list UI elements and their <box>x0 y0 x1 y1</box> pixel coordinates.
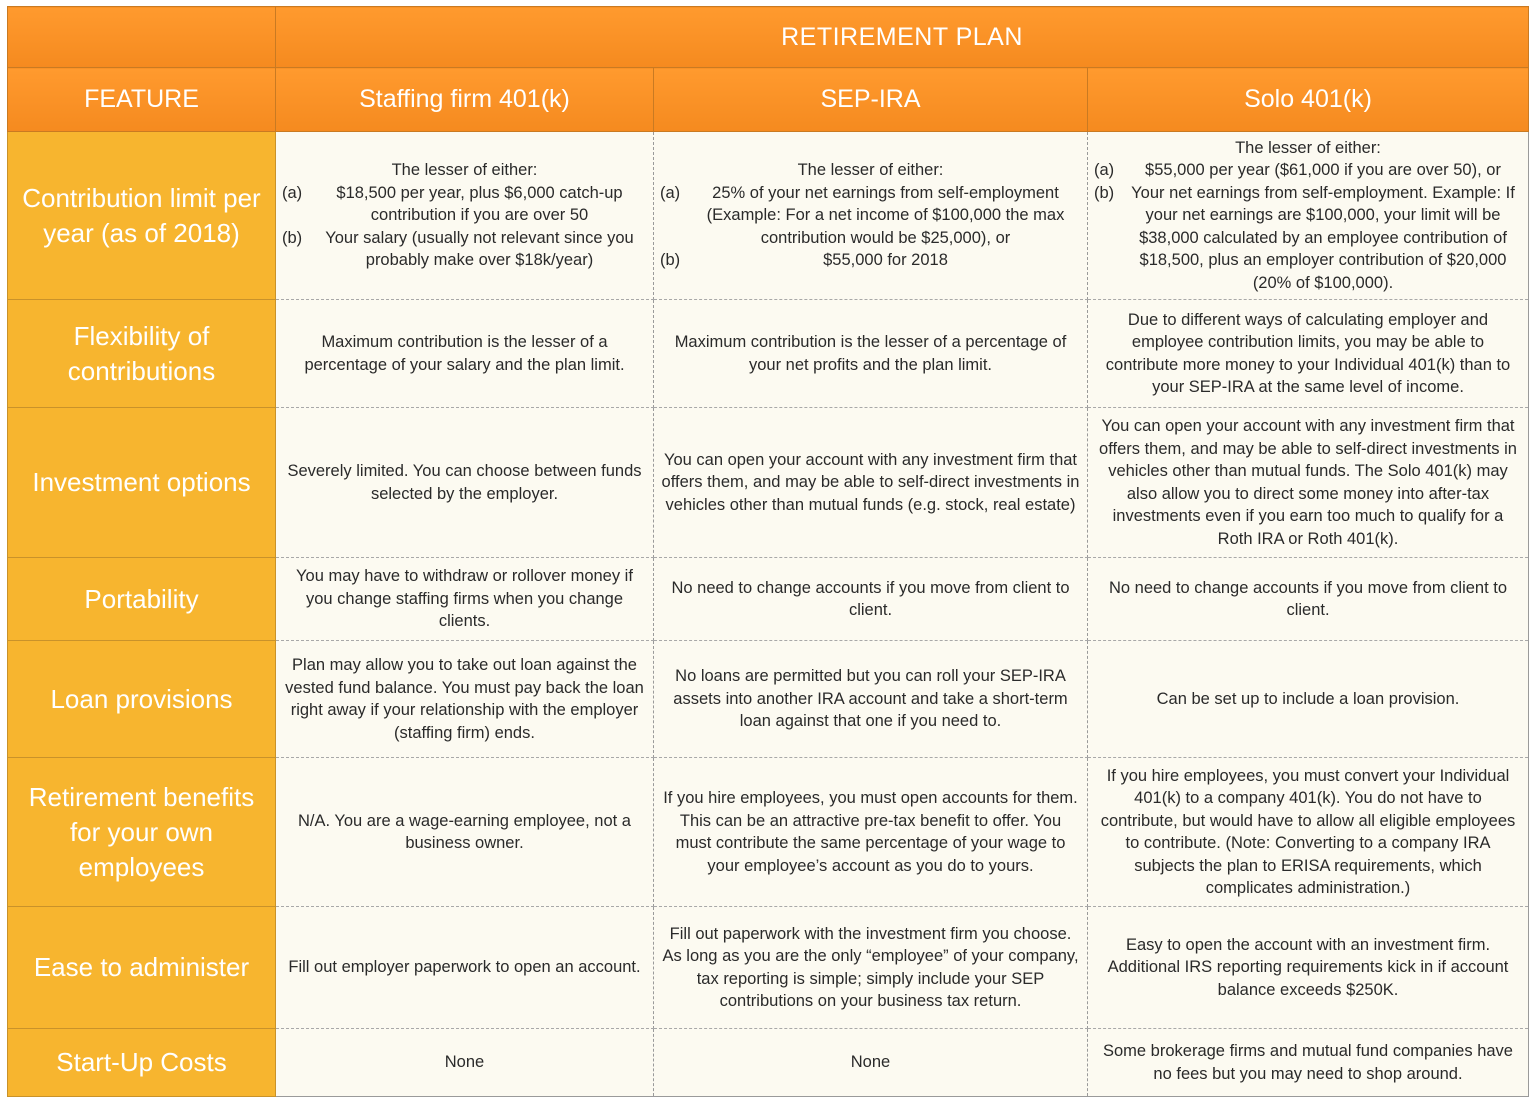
list-text: Your net earnings from self-employment. Example: If your net earnings are $100,000, your limit will be $38,000 calculated by an employee contribution of $18,500, plus an employer contribution of $20,000 (20% of $100,000). <box>1131 183 1515 292</box>
table-row <box>8 300 1529 408</box>
feature-label: Investment options <box>8 408 276 558</box>
table-cell: Severely limited. You can choose between funds selected by the employer. <box>276 408 654 558</box>
list-text: $55,000 per year ($61,000 if you are over 50), or <box>1145 161 1501 180</box>
cell-intro: The lesser of either: <box>797 161 944 180</box>
list-item <box>660 182 1081 250</box>
list-item <box>1094 182 1522 295</box>
table-cell: None <box>654 1029 1088 1097</box>
table-cell: If you hire employees, you must convert your Individual 401(k) to a company 401(k). You do not have to contribute, but would have to allow all eligible employees to contribute. (Note: Converting to a company IRA subjects the plan to ERISA requirements, which complicates administration.) <box>1088 758 1529 907</box>
table-cell: Easy to open the account with an investment firm. Additional IRS reporting requirements kick in if account balance exceeds $250K. <box>1088 907 1529 1029</box>
table-row <box>8 907 1529 1029</box>
table-cell: No need to change accounts if you move from client to client. <box>654 558 1088 641</box>
feature-label: Contribution limit per year (as of 2018) <box>8 132 276 300</box>
list-marker: (a) <box>282 183 303 202</box>
list-item <box>660 249 1081 272</box>
table-cell: Fill out employer paperwork to open an account. <box>276 907 654 1029</box>
table-cell: Can be set up to include a loan provision. <box>1088 641 1529 758</box>
table-row <box>8 558 1529 641</box>
list-marker: (a) <box>660 183 681 202</box>
feature-label: Ease to administer <box>8 907 276 1029</box>
table-cell: None <box>276 1029 654 1097</box>
header-row-group <box>8 7 1529 68</box>
table-cell <box>654 132 1088 300</box>
list-marker: (b) <box>1094 183 1115 202</box>
retirement-plan-comparison <box>7 6 1528 1094</box>
comparison-table <box>7 6 1529 1097</box>
table-row <box>8 641 1529 758</box>
list-item <box>282 227 647 272</box>
table-row <box>8 1029 1529 1097</box>
column-header-sep-ira: SEP-IRA <box>654 68 1088 132</box>
list-text: 25% of your net earnings from self-employment (Example: For a net income of $100,000 the max contribution would be $25,000), or <box>706 183 1065 247</box>
table-cell: If you hire employees, you must open accounts for them. This can be an attractive pre-tax benefit to offer. You must contribute the same percentage of your wage to your employee’s account as you do to yours. <box>654 758 1088 907</box>
table-cell: Maximum contribution is the lesser of a percentage of your salary and the plan limit. <box>276 300 654 408</box>
table-cell: Some brokerage firms and mutual fund companies have no fees but you may need to shop around. <box>1088 1029 1529 1097</box>
cell-intro: The lesser of either: <box>1235 138 1381 157</box>
list-text: Your salary (usually not relevant since you probably make over $18k/year) <box>325 228 634 270</box>
table-cell: Plan may allow you to take out loan against the vested fund balance. You must pay back the loan right away if your relationship with the employer (staffing firm) ends. <box>276 641 654 758</box>
list-marker: (b) <box>660 251 681 270</box>
list-item <box>1094 159 1522 182</box>
feature-label: Portability <box>8 558 276 641</box>
list-text: $18,500 per year, plus $6,000 catch-up contribution if you are over 50 <box>336 183 623 225</box>
feature-label: Start-Up Costs <box>8 1029 276 1097</box>
list-marker: (a) <box>1094 161 1115 180</box>
table-cell: You can open your account with any investment firm that offers them, and may be able to self-direct investments in vehicles other than mutual funds. The Solo 401(k) may also allow you to direct some money into after-tax investments even if you earn too much to qualify for a Roth IRA or Roth 401(k). <box>1088 408 1529 558</box>
table-row <box>8 758 1529 907</box>
table-cell: Fill out paperwork with the investment firm you choose. As long as you are the only “employee” of your company, tax reporting is simple; simply include your SEP contributions on your business tax return. <box>654 907 1088 1029</box>
table-cell: You can open your account with any investment firm that offers them, and may be able to self-direct investments in vehicles other than mutual funds (e.g. stock, real estate) <box>654 408 1088 558</box>
column-header-solo-401k: Solo 401(k) <box>1088 68 1529 132</box>
table-cell: No loans are permitted but you can roll your SEP-IRA assets into another IRA account and take a short-term loan against that one if you need to. <box>654 641 1088 758</box>
table-cell: N/A. You are a wage-earning employee, not a business owner. <box>276 758 654 907</box>
list-item <box>282 182 647 227</box>
table-row <box>8 132 1529 300</box>
cell-intro: The lesser of either: <box>391 161 538 180</box>
header-empty-corner <box>8 7 276 68</box>
feature-label: Flexibility of contributions <box>8 300 276 408</box>
retirement-plan-header: RETIREMENT PLAN <box>276 7 1529 68</box>
table-cell: No need to change accounts if you move from client to client. <box>1088 558 1529 641</box>
table-cell: You may have to withdraw or rollover money if you change staffing firms when you change clients. <box>276 558 654 641</box>
table-cell: Due to different ways of calculating employer and employee contribution limits, you may be able to contribute more money to your Individual 401(k) than to your SEP-IRA at the same level of income. <box>1088 300 1529 408</box>
table-cell: Maximum contribution is the lesser of a percentage of your net profits and the plan limit. <box>654 300 1088 408</box>
header-row-columns <box>8 68 1529 132</box>
feature-label: Retirement benefits for your own employees <box>8 758 276 907</box>
feature-label: Loan provisions <box>8 641 276 758</box>
column-header-staffing-401k: Staffing firm 401(k) <box>276 68 654 132</box>
table-row <box>8 408 1529 558</box>
table-cell <box>1088 132 1529 300</box>
table-cell <box>276 132 654 300</box>
list-text: $55,000 for 2018 <box>823 251 948 270</box>
feature-column-header: FEATURE <box>8 68 276 132</box>
list-marker: (b) <box>282 228 303 247</box>
